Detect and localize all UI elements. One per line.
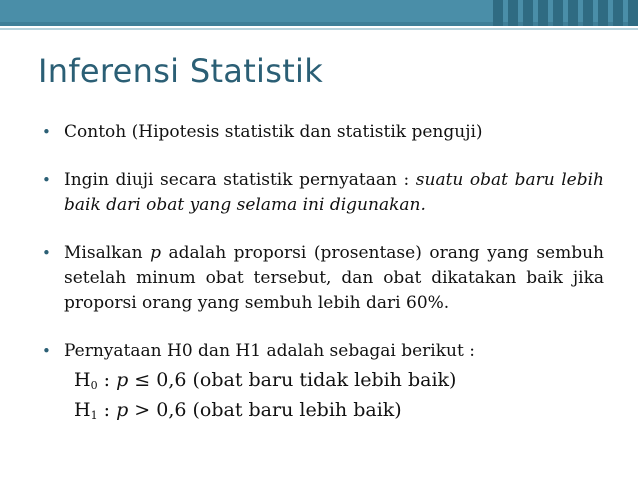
bullet-item [38, 168, 604, 218]
hypothesis-separator: : [97, 399, 117, 421]
header-stripe [553, 0, 563, 26]
hypothesis-variable: p [116, 399, 129, 421]
hypothesis-h1 [38, 398, 604, 428]
hypothesis-symbol: H [74, 399, 91, 421]
bullet-text: Pernyataan H0 dan H1 adalah sebagai berikut : [64, 341, 475, 361]
hypothesis-separator: : [97, 369, 117, 391]
bullet-item [38, 120, 604, 145]
header-stripe [613, 0, 623, 26]
hypothesis-subscript: 0 [90, 379, 98, 392]
bullet-text-italic: p [150, 243, 161, 263]
header-stripe [508, 0, 518, 26]
hypothesis-h0 [38, 368, 604, 398]
header-band [0, 0, 638, 26]
hypothesis-note: (obat baru tidak lebih baik) [192, 369, 457, 391]
hypothesis-symbol: H [74, 369, 91, 391]
bullet-glyph: • [42, 171, 51, 189]
slide-title: Inferensi Statistik [38, 52, 324, 90]
hypothesis-expression: ≤ 0,6 [128, 369, 193, 391]
header-stripe [523, 0, 533, 26]
header-stripe [493, 0, 503, 26]
slide-body [38, 120, 604, 428]
header-stripe [628, 0, 638, 26]
hypothesis-subscript: 1 [90, 409, 98, 422]
header-stripe [598, 0, 608, 26]
header-stripe [568, 0, 578, 26]
bullet-item [38, 339, 604, 364]
hypothesis-expression: > 0,6 [128, 399, 193, 421]
hypothesis-variable: p [116, 369, 129, 391]
bullet-text: adalah proporsi (prosentase) orang yang sembuh setelah minum obat tersebut, dan obat dikatakan baik jika proporsi orang yang sembuh lebih dari 60%. [64, 243, 604, 313]
header-stripe [583, 0, 593, 26]
bullet-text-italic: suatu obat baru lebih baik dari obat yang selama ini digunakan. [64, 170, 604, 215]
bullet-text: Misalkan [64, 243, 151, 263]
bullet-text: Ingin diuji secara statistik pernyataan : [64, 170, 416, 190]
bullet-item [38, 241, 604, 316]
bullet-text: Contoh (Hipotesis statistik dan statistik penguji) [64, 122, 483, 142]
hypothesis-note: (obat baru lebih baik) [192, 399, 402, 421]
header-stripe [538, 0, 548, 26]
header-stripes [488, 0, 638, 26]
bullet-glyph: • [42, 342, 51, 360]
header-accent-line [0, 28, 638, 30]
bullet-glyph: • [42, 244, 51, 262]
bullet-glyph: • [42, 123, 51, 141]
